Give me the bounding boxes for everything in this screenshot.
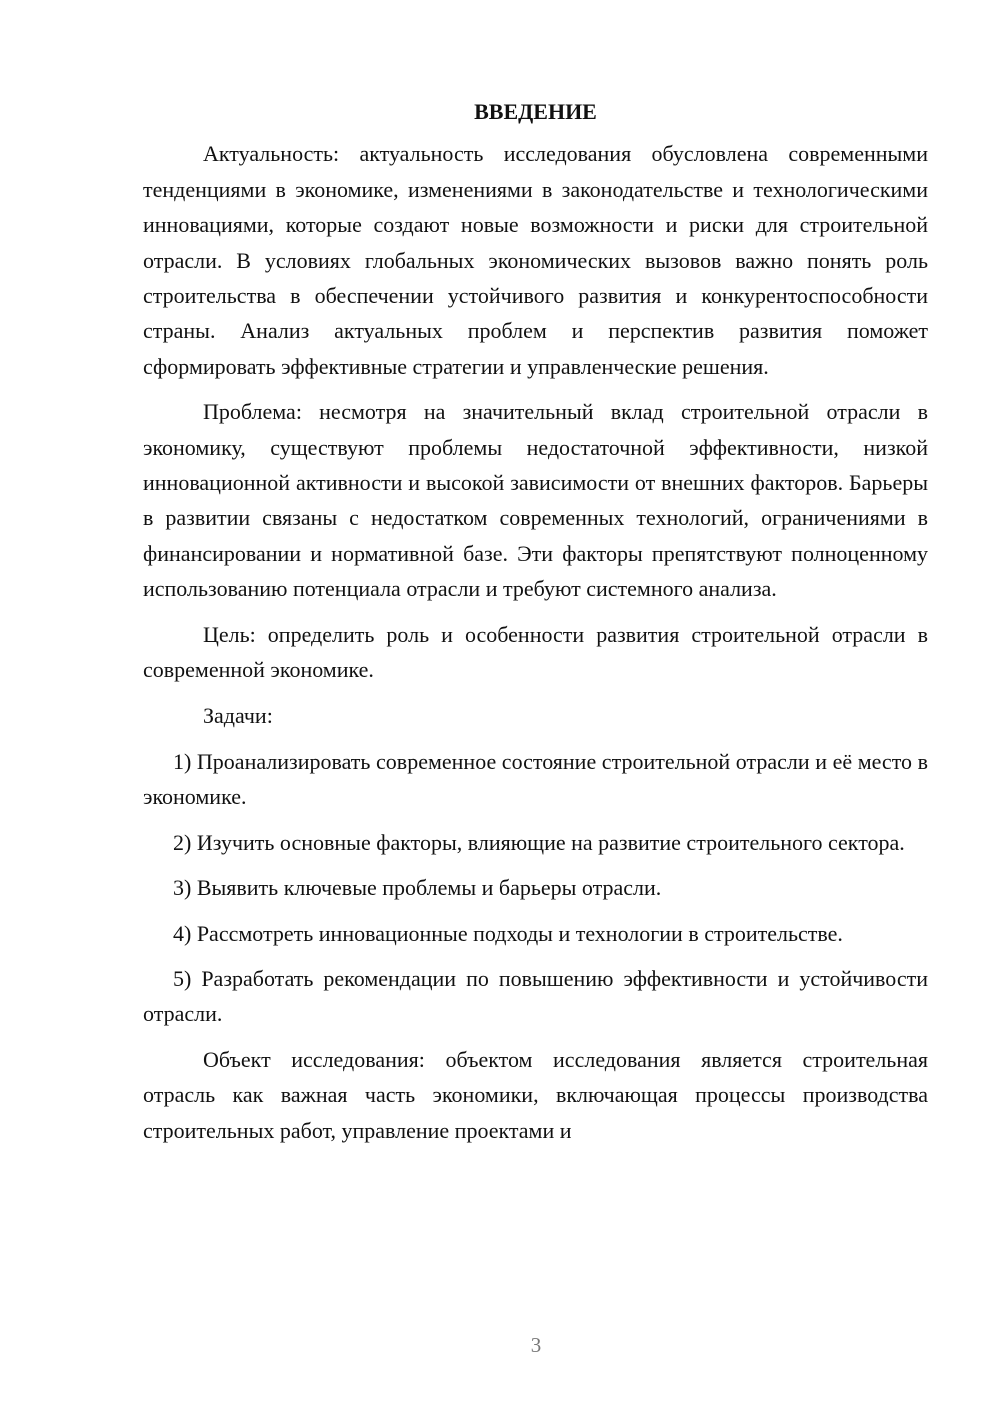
goal-paragraph: Цель: определить роль и особенности развития строительной отрасли в современной экономике.	[143, 621, 928, 683]
object-paragraph: Объект исследования: объектом исследования является строительная отрасль как важная часть экономики, включающая процессы производства строительных работ, управление проектами и	[143, 1046, 928, 1143]
relevance-paragraph: Актуальность: актуальность исследования обусловлена современными тенденциями в экономике, изменениями в законодательстве и технологическими инновациями, которые создают новые возможности и риски для строительной отрасли. В условиях глобальных экономических вызовов важно понять роль строительства в обеспечении устойчивого развития и конкурентоспособности страны. Анализ актуальных проблем и перспектив развития поможет сформировать эффективные стратегии и управленческие решения.	[143, 141, 928, 379]
task-item-5: 5) Разработать рекомендации по повышению эффективности и устойчивости отрасли.	[143, 965, 928, 1027]
problem-paragraph: Проблема: несмотря на значительный вклад строительной отрасли в экономику, существуют проблемы недостаточной эффективности, низкой инновационной активности и высокой зависимости от внешних факторов. Барьеры в развитии связаны с недостатком современных технологий, ограничениями в финансировании и нормативной базе. Эти факторы препятствуют полноценному использованию потенциала отрасли и требуют системного анализа.	[143, 399, 928, 602]
tasks-list	[143, 744, 928, 1032]
tasks-label: Задачи:	[203, 702, 273, 728]
task-item-3: 3) Выявить ключевые проблемы и барьеры отрасли.	[173, 875, 662, 901]
page-content	[143, 94, 928, 1158]
section-heading: ВВЕДЕНИЕ	[474, 99, 597, 124]
page-number: 3	[530, 1333, 542, 1357]
task-item-1: 1) Проанализировать современное состояние строительной отрасли и её место в экономике.	[143, 748, 928, 810]
task-item-2: 2) Изучить основные факторы, влияющие на развитие строительного сектора.	[173, 829, 905, 855]
task-item-4: 4) Рассмотреть инновационные подходы и технологии в строительстве.	[173, 920, 843, 946]
